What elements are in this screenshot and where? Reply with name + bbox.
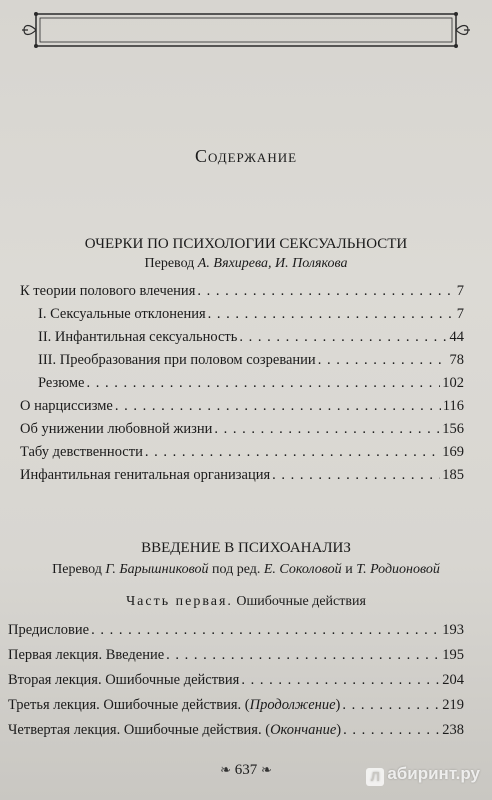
toc-entry[interactable] xyxy=(20,444,464,464)
part-heading xyxy=(0,594,492,610)
toc-leader-dots xyxy=(241,672,440,689)
toc-leader-dots xyxy=(115,398,441,415)
section-translator-line xyxy=(0,256,492,272)
toc-leader-dots xyxy=(214,421,440,438)
toc-entry-label: Третья лекция. Ошибочные действия. (Продолжение) xyxy=(8,697,341,713)
toc-entry-label: II. Инфантильная сексуальность xyxy=(38,329,238,345)
toc-leader-dots xyxy=(239,329,447,346)
translator-prefix: Перевод xyxy=(144,256,195,271)
toc-entry-page: 116 xyxy=(442,398,464,414)
toc-leader-dots xyxy=(272,467,440,484)
toc-entry-label: Первая лекция. Введение xyxy=(8,647,165,663)
toc-entry-page: 204 xyxy=(442,672,464,688)
translator-name: Г. Барышниковой xyxy=(105,562,209,577)
toc-leader-dots xyxy=(166,647,440,664)
labirint-logo-icon: Л xyxy=(366,768,384,786)
ornament-frame-icon xyxy=(22,10,470,50)
decorative-header-frame xyxy=(22,10,470,50)
toc-entry[interactable] xyxy=(20,283,464,303)
toc-entry[interactable] xyxy=(20,421,464,441)
toc-entry-page: 7 xyxy=(456,283,464,299)
toc-leader-dots xyxy=(91,622,440,639)
toc-entry[interactable] xyxy=(38,375,464,395)
toc-entry-label: Инфантильная генитальная организация xyxy=(20,467,271,483)
page-number: 637 xyxy=(234,762,258,778)
toc-entry-label: Резюме xyxy=(38,375,85,391)
toc-leader-dots xyxy=(86,375,440,392)
translator-prefix: Перевод xyxy=(52,562,102,577)
toc-entry[interactable] xyxy=(8,622,464,642)
toc-entry-page: 102 xyxy=(442,375,464,391)
editor-name: Т. Родионовой xyxy=(356,562,440,577)
toc-leader-dots xyxy=(342,697,440,714)
section-translator-line xyxy=(0,562,492,578)
toc-entry-page: 7 xyxy=(456,306,464,322)
toc-entry-label: Четвертая лекция. Ошибочные действия. (Окончание) xyxy=(8,722,342,738)
part-title: Ошибочные действия xyxy=(236,594,366,609)
toc-entry-label: Табу девственности xyxy=(20,444,143,460)
right-ornament-icon: ❧ xyxy=(261,762,272,777)
toc-entry-page: 44 xyxy=(449,329,464,345)
translator-names: А. Вяхирева, И. Полякова xyxy=(197,256,348,271)
toc-entry-page: 156 xyxy=(442,421,464,437)
toc-entry[interactable] xyxy=(38,329,464,349)
toc-entry[interactable] xyxy=(20,467,464,487)
editor-name: Е. Соколовой xyxy=(263,562,342,577)
toc-entry-label: I. Сексуальные отклонения xyxy=(38,306,206,322)
toc-leader-dots xyxy=(145,444,440,461)
toc-entry-label: Вторая лекция. Ошибочные действия xyxy=(8,672,240,688)
part-number: Часть первая. xyxy=(126,594,233,609)
watermark-text: абиринт.ру xyxy=(387,764,480,783)
section-heading: ВВЕДЕНИЕ В ПСИХОАНАЛИЗ xyxy=(141,540,351,556)
toc-leader-dots xyxy=(208,306,455,323)
section-heading: ОЧЕРКИ ПО ПСИХОЛОГИИ СЕКСУАЛЬНОСТИ xyxy=(84,236,408,252)
toc-entry-page: 195 xyxy=(442,647,464,663)
toc-entry-page: 78 xyxy=(449,352,464,368)
toc-entry-label: III. Преобразования при половом созревании xyxy=(38,352,316,368)
toc-entry[interactable] xyxy=(8,672,464,692)
toc-entry-page: 238 xyxy=(442,722,464,738)
toc-entry-label: К теории полового влечения xyxy=(20,283,196,299)
toc-entry-label: О нарциссизме xyxy=(20,398,113,414)
toc-entry-page: 193 xyxy=(442,622,464,638)
toc-entry[interactable] xyxy=(8,647,464,667)
toc-leader-dots xyxy=(343,722,440,739)
toc-entry[interactable] xyxy=(38,352,464,372)
labirint-watermark xyxy=(366,764,480,786)
toc-entry-page: 219 xyxy=(442,697,464,713)
toc-entry-page: 169 xyxy=(442,444,464,460)
conjunction: и xyxy=(345,562,353,577)
toc-entry[interactable] xyxy=(8,697,464,717)
toc-entry[interactable] xyxy=(38,306,464,326)
editor-prefix: под ред. xyxy=(211,562,261,577)
page-title: Содержание xyxy=(194,146,298,166)
toc-entry[interactable] xyxy=(8,722,464,742)
left-ornament-icon: ❧ xyxy=(220,762,231,777)
toc-leader-dots xyxy=(318,352,448,369)
toc-entry-label: Предисловие xyxy=(8,622,90,638)
toc-entry[interactable] xyxy=(20,398,464,418)
toc-entry-label: Об унижении любовной жизни xyxy=(20,421,213,437)
toc-entry-page: 185 xyxy=(442,467,464,483)
toc-leader-dots xyxy=(197,283,454,300)
